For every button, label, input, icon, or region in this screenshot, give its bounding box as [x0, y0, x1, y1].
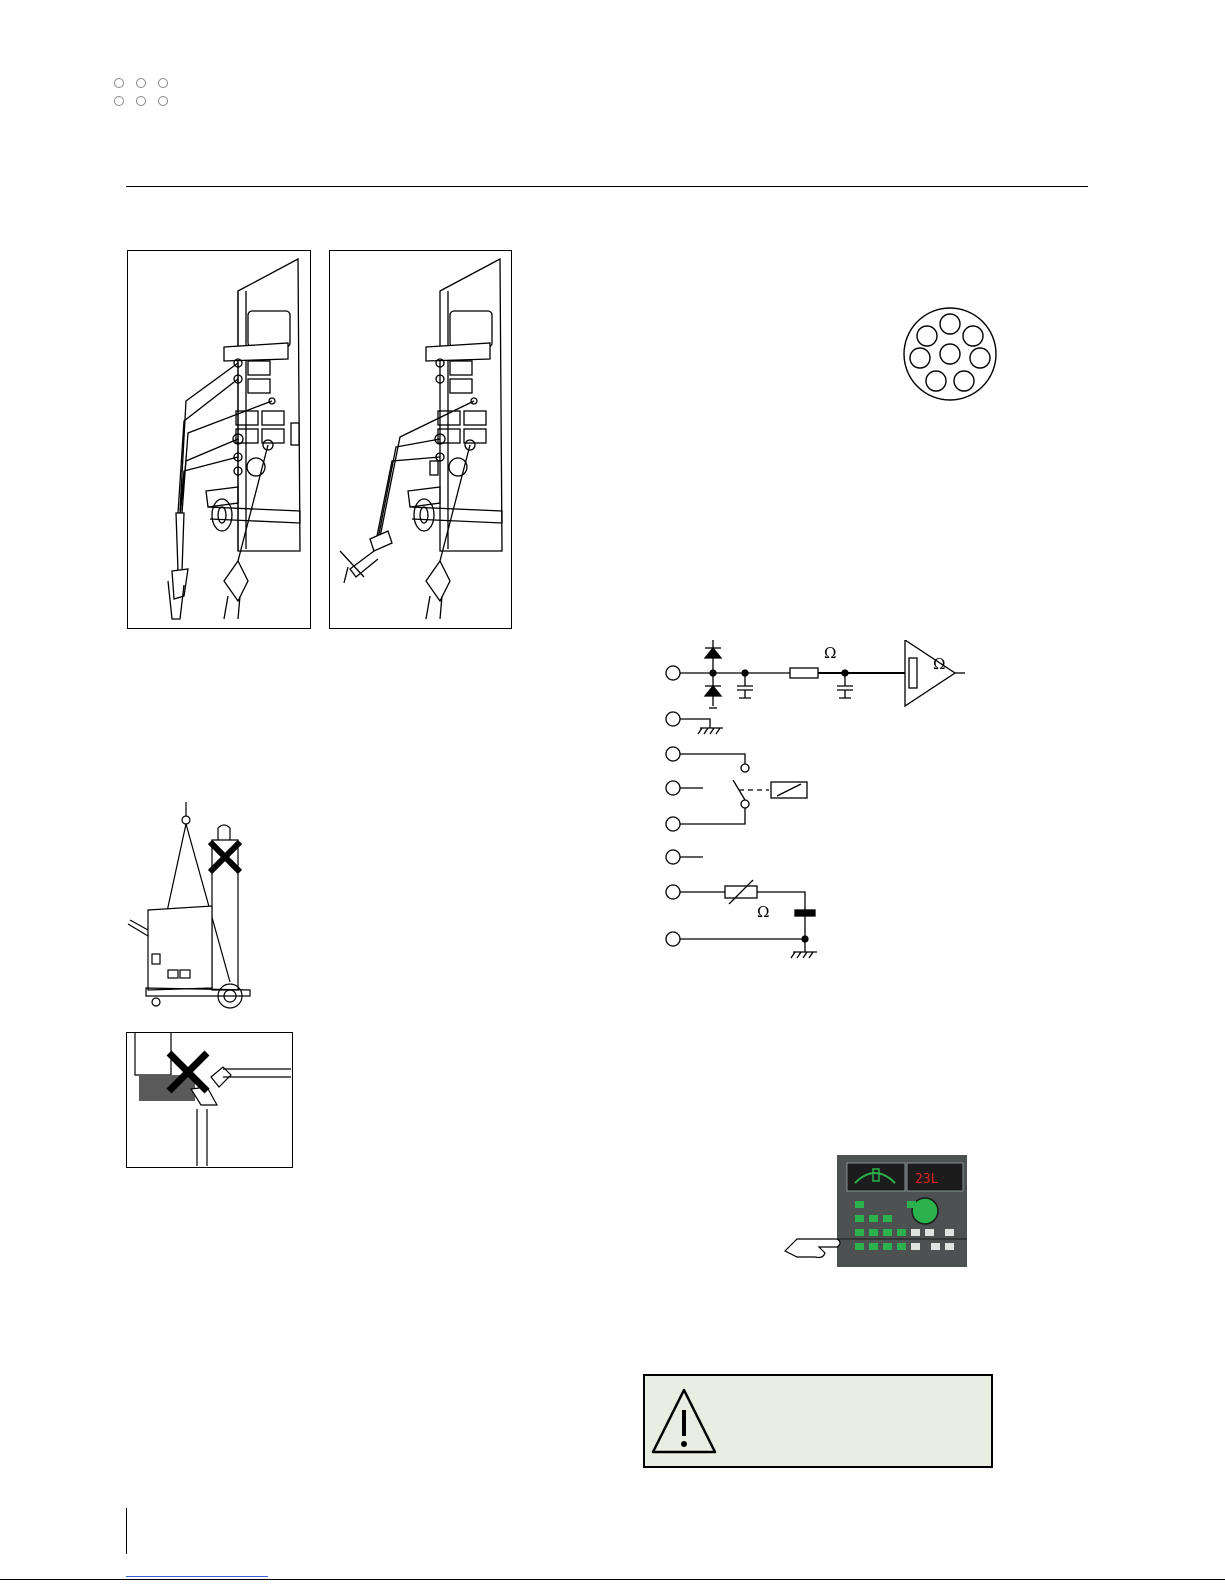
- figure-handle-prohibited: [126, 1032, 293, 1168]
- header-rule: [126, 186, 1088, 187]
- figure-lifting-prohibited: [120, 800, 260, 1015]
- ohm-label-pot: Ω: [757, 903, 770, 921]
- figure-mig-torch-connection: [127, 250, 311, 629]
- panel-display-value: 23L: [915, 1172, 939, 1187]
- cross-icon: [163, 1047, 213, 1097]
- footer-vertical-rule: [126, 1508, 127, 1554]
- cross-icon: [204, 836, 246, 878]
- remote-socket-circuit-diagram: [665, 640, 985, 970]
- footer-rule: [0, 1579, 1225, 1580]
- ohm-label-amplifier: Ω: [933, 655, 946, 673]
- control-panel-illustration: [783, 1155, 975, 1271]
- warning-box: [643, 1374, 993, 1468]
- brand-logo-dots: [112, 78, 176, 114]
- remote-socket-diagram: [900, 304, 1000, 404]
- pointing-hand-icon: [785, 1239, 840, 1258]
- figure-tig-torch-connection: [329, 250, 512, 629]
- footer-link-underline[interactable]: [126, 1576, 268, 1577]
- warning-triangle-icon: [649, 1386, 719, 1458]
- ohm-label-resistor: Ω: [824, 644, 837, 662]
